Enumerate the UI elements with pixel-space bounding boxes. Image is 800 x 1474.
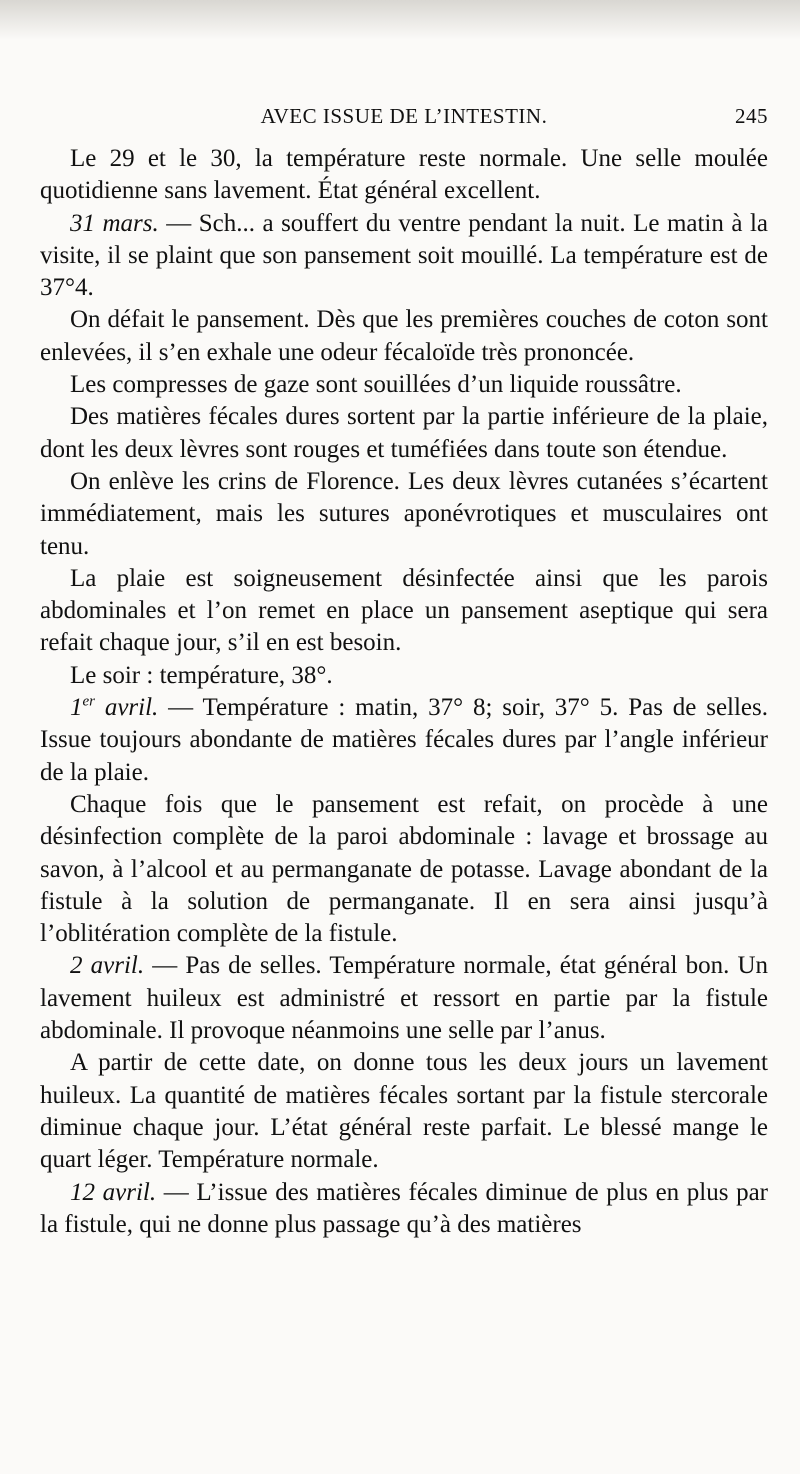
page-top-edge (0, 0, 800, 40)
entry-date: 31 mars. (70, 209, 159, 237)
paragraph: 31 mars. — Sch... a souffert du ventre pendant la nuit. Le matin à la visite, il se plaint que son pansement soit mouillé. La température est de 37°4. (40, 209, 769, 302)
page-number: 245 (735, 104, 768, 128)
paragraph: Des matières fécales dures sortent par la partie inférieure de la plaie, dont les deux lèvres sont rouges et tuméfiées dans toute son étendue. (40, 403, 768, 463)
paragraph: 1er avril. — Température : matin, 37° 8; soir, 37° 5. Pas de selles. Issue toujours abondante de matières fécales dures par l’angle inférieur de la plaie. (40, 693, 769, 786)
paragraph: On enlève les crins de Florence. Les deux lèvres cutanées s’écartent immédiatement, mais les sutures aponévrotiques et musculaires ont tenu. (40, 467, 768, 560)
entry-date: 12 avril. (70, 1178, 157, 1206)
paragraph: Les compresses de gaze sont souillées d’un liquide roussâtre. (70, 371, 682, 399)
body-text (40, 143, 768, 1241)
paragraph: A partir de cette date, on donne tous les deux jours un lavement huileux. La quantité de matières fécales sortant par la fistule stercorale diminue chaque jour. L’état général reste parfait. Le blessé mange le quart léger. Température normale. (40, 1049, 768, 1174)
running-head (40, 104, 768, 134)
paragraph: 12 avril. — L’issue des matières fécales diminue de plus en plus par la fistule, qui ne donne plus passage qu’à des matières (40, 1178, 768, 1238)
paragraph: On défait le pansement. Dès que les premières couches de coton sont enlevées, il s’en exhale une odeur fécaloïde très prononcée. (40, 306, 768, 366)
paragraph: La plaie est soigneusement désinfectée ainsi que les parois abdominales et l’on remet en place un pansement aseptique qui sera refait chaque jour, s’il en est besoin. (40, 564, 768, 657)
entry-date: 2 avril. (70, 952, 145, 980)
entry-date: 1er avril. (70, 693, 159, 722)
paragraph: Chaque fois que le pansement est refait, on procède à une désinfection complète de la paroi abdominale : lavage et brossage au savon, à l’alcool et au permanganate de potasse. Lavage abondant de la fistule à la solution de permanganate. Il en sera ainsi jusqu’à l’oblitération complète de la fistule. (40, 790, 768, 948)
paragraph: 2 avril. — Pas de selles. Température normale, état général bon. Un lavement huileux est administré et ressort en partie par la fistule abdominale. Il provoque néanmoins une selle par l’anus. (40, 952, 768, 1045)
paragraph: Le 29 et le 30, la température reste normale. Une selle moulée quotidienne sans lavement. État général excellent. (40, 145, 768, 205)
running-title: AVEC ISSUE DE L’INTESTIN. (260, 104, 548, 128)
paragraph: Le soir : température, 38°. (70, 661, 333, 689)
